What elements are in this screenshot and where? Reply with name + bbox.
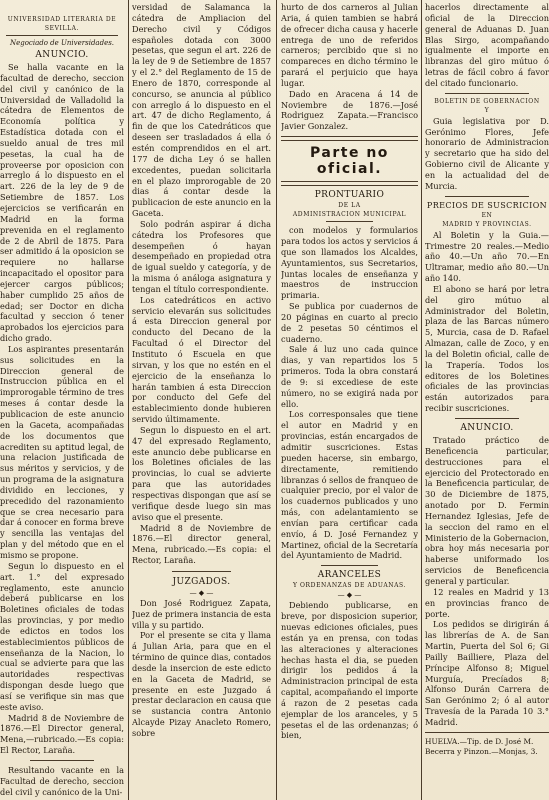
paragraph: Dado en Aracena á 14 de Noviembre de 1876.—José Rodriguez Zapata.—Francisco Javier Gonzalez. xyxy=(281,88,418,132)
prontuario-heading: PRONTUARIO xyxy=(314,190,385,201)
divider xyxy=(445,93,529,94)
precios-sub: MADRID Y PROVINCIAS. xyxy=(442,220,532,228)
parte-no-oficial-heading: Parte no oficial. xyxy=(310,145,389,178)
divider xyxy=(30,760,94,761)
printer-imprint: HUELVA.—Tip. de D. José M. Becerra y Pinzon.—Monjas, 3. xyxy=(425,736,538,756)
divider xyxy=(172,571,231,572)
paragraph: hacerlos directamente al oficial de la Direccion general de Aduanas D. Juan Blas Sirgo, acompañando igualmente el importe en libranzas del giro mútuo ó letras de fácil cobro á favor del citado funcionario. xyxy=(425,2,549,88)
column-1 xyxy=(0,0,124,800)
divider xyxy=(425,732,549,733)
boletin-heading: BOLETIN DE GOBERNACION xyxy=(434,97,540,105)
ornament: — ◆ — xyxy=(189,588,214,597)
paragraph: Se halla vacante en la facultad de derecho, seccion del civil y canónico de la Universidad de Valladolid la cátedra de Elementos de Economía política y Estadística dotada con el sueldo anual de tres mil pesetas, la cual ha de proveerse por oposicion con arreglo á lo dispuesto en el art. 226 de la ley de 9 de Setiembre de 1857. Los ejercicios se verificarán en Madrid en la forma prevenida en el reglamento de 2 de Abril de 1875. Para ser admitido á la oposicion se requiere no hallarse incapacitado el opositor para ejercer cargos públicos; haber cumplido 25 años de edad; ser Doctor en dicha facultad y seccion ó tener aprobados los ejercicios para dicho grado. xyxy=(0,62,124,344)
aranceles-sub: Y ORDENANZAS DE ADUANAS. xyxy=(292,582,407,590)
negociado-label: Negociado de Universidades. xyxy=(9,39,115,47)
divider xyxy=(326,221,373,222)
university-header: UNIVERSIDAD LITERARIA DE xyxy=(7,16,117,23)
column-rule xyxy=(276,0,277,800)
anuncio-heading: ANUNCIO. xyxy=(460,423,514,433)
paragraph: Segun lo dispuesto en el art. 1.° del expresado reglamento, este anuncio deberá publicarse en los Boletines oficiales de todas las provincias, y por medio de edictos en todos los establecimientos públicos de enseñanza de la Nacion, lo cual se advierte para que las autoridades respectivas dispongan desde luego que así se verifique sin mas que este aviso. xyxy=(0,560,124,712)
column-rule xyxy=(421,0,422,800)
paragraph: Los pedidos se dirigirán á las librerías de A. de San Martin, Puerta del Sol 6; Gi Pailly Bailliere, Plaza del Príncipe Alfonso 8; Miguel Murguía, Precíados 8; Alfonso Durán Carrera de San Gerónimo 2; ó al autor Travesía de la Parada 10 3.° Madrid. xyxy=(425,619,549,727)
paragraph: Sale á luz uno cada quince dias, y van repartidos los 5 primeros. Toda la obra constará de 9: si excediese de este número, no se exigirá nada por ello. xyxy=(281,344,418,409)
double-rule xyxy=(281,181,418,186)
boletin-y: Y xyxy=(484,106,490,114)
paragraph: con modelos y formularios para todos los actos y servicios á que son llamados los Alcaldes, Ayuntamientos, sus Secretarios, Juntas locales de enseñanza y maestros de instruccion primaria. xyxy=(281,225,418,301)
paragraph: Madrid 8 de Noviembre de 1876.—El director general, Mena, rubricado.—Es copia: el Rector, Laraña. xyxy=(132,522,271,566)
divider xyxy=(321,565,378,566)
paragraph: versidad de Salamanca la cátedra de Ampliacion del Derecho civil y Códigos españoles dotada con 3000 pesetas, que segun el art. 226 de la ley de 9 de Setiembre de 1857 y el 2.° del Reglamento de 15 de Enero de 1870, corresponde al concurso, se anuncia al público con arreglo á lo dispuesto en el art. 47 de dicho Reglamento, á fin de que los Catedráticos que deseen ser trasladados á ella ó estén comprendidos en el art. 177 de dicha Ley ó se hallen excedentes, puedan solicitarla en el plazo improrogable de 20 dias á contar desde la publicacion de este anuncio en la Gaceta. xyxy=(132,2,271,219)
column-rule xyxy=(128,0,129,800)
precios-heading: PRECIOS DE SUSCRICION xyxy=(426,200,548,210)
prontuario-sub: DE LA xyxy=(338,202,361,210)
paragraph: Al Boletin y la Guia.—Trimestre 20 reales.—Medio año 40.—Un año 70.—En Ultramar, medio año 80.—Un año 140. xyxy=(425,229,549,284)
column-2 xyxy=(132,0,271,800)
divider xyxy=(6,35,118,36)
paragraph: Don José Rodriguez Zapata, Juez de primera instancia de esta villa y su partido. xyxy=(132,597,271,630)
paragraph: El abono se hará por letra del giro mútuo al Administrador del Boletin, plaza de las Barcas número 5, Murcia, casa de D. Rafael Almazan, calle de Zoco, y en la del Boletin oficial, calle de la Trapería. Todos los editores de los Boletines oficiales de las provincias están autorizados para recibir suscriciones. xyxy=(425,283,549,414)
anuncio-heading: ANUNCIO. xyxy=(35,50,89,60)
column-3 xyxy=(281,0,418,800)
paragraph: 12 reales en Madrid y 13 en provincias franco de porte. xyxy=(425,586,549,619)
university-city: SEVILLA. xyxy=(44,25,80,32)
precios-en: EN xyxy=(481,211,493,219)
divider xyxy=(445,196,529,197)
paragraph: Segun lo dispuesto en el art. 47 del expresado Reglamento, este anuncio debe publicarse en los Boletines oficiales de las provincias, lo cual se advierte para que las autoridades respectivas dispongan que así se verifique desde luego sin mas aviso que el presente. xyxy=(132,424,271,522)
paragraph: Debiendo publicarse, en breve, por disposicion superior, nuevas ediciones oficiales, pues están ya en prensa, con todas las alteraciones y alteraciones hechas hasta el dia, se pueden dirigir los pedidos á la Administracion principal de esta capital, acompañando el importe á razon de 2 pesetas cada ejemplar de los aranceles, y 5 pesetas el de las ordenanzas; ó bien, xyxy=(281,600,418,741)
paragraph: Tratado práctico de Beneficencia particular, destrucciones para el ejercicio del Protectorado en la Beneficencia particular, de 30 de Diciembre de 1875, anotado por D. Fermin Hernandez Iglesias, Jefe de la seccion del ramo en el Ministerio de la Gobernacion, obra hoy más necesaria por haberse uniformado los servicios de Beneficencia general y particular. xyxy=(425,435,549,586)
paragraph: Los aspirantes presentarán sus solicitudes en la Direccion general de Instruccion pública en el improrogable término de tres meses á contar desde la publicacion de este anuncio en la Gaceta, acompañadas de los documentos que acrediten su aptitud legal, de una relacion justificada de sus méritos y servicios, y de un programa de la asignatura dividido en lecciones, y precedido del razonamiento que se crea necesario para dar á conocer en forma breve y sencilla las ventajas del plan y del método que en el mismo se propone. xyxy=(0,343,124,560)
paragraph: Solo podrán aspirar á dicha cátedra los Profesores que desempeñen ó hayan desempeñado en propiedad otra de igual sueldo y categoría, y de la misma ó análoga asignatura y tengan el título correspondiente. xyxy=(132,218,271,294)
paragraph: Resultando vacante en la Facultad de derecho, seccion del civil y canónico de la Uni- xyxy=(0,765,124,797)
paragraph: Por el presente se cita y llama á Julian Aria, para que en el término de quince dias, contados desde la insercion de este edicto en la Gaceta de Madrid, se presente en este Juzgado á prestar declaracion en causa que se sustancia contra Antonio Alcayde Pizay Anacleto Romero, sobre xyxy=(132,630,271,738)
prontuario-sub: ADMINISTRACION MUNICIPAL xyxy=(292,211,407,219)
paragraph: Guia legislativa por D. Gerónimo Flores, Jefe honorario de Administracion y secretario que ha sido del Gobierno civil de Alicante y en la actualidad del de Murcia. xyxy=(425,115,549,191)
paragraph: Madrid 8 de Noviembre de 1876.—El Director general, Mena,—rubricado.—Es copia: El Rector, Laraña. xyxy=(0,712,124,756)
double-rule xyxy=(281,136,418,141)
column-4 xyxy=(425,0,549,800)
ornament: — ◆ — xyxy=(337,591,362,600)
aranceles-heading: ARANCELES xyxy=(317,570,382,581)
divider xyxy=(455,418,519,419)
paragraph: Los corresponsales que tiene el autor en Madrid y en provincias, están encargados de admitir suscriciones. Estas pueden hacerse, sin embargo, directamente, remitiendo libranzas ó sellos de franqueo de cualquier precio, por el valor de los cuadernos publicados y uno más, con adelantamiento se envían para certificar cada envío, á D. José Fernandez y Martinez, oficial de la Secretaría del Ayuntamiento de Madrid. xyxy=(281,409,418,561)
paragraph: Los catedráticos en activo servicio elevarán sus solicitudes á esta Direccion general por conducto del Decano de la Facultad ó el Director del Instituto ó Escuela en que sirvan, y los que no estén en el ejercicio de la enseñanza lo harán tambien á esta Direccion por conducto del Gefe del establecimiento donde hubieren servido últimamente. xyxy=(132,294,271,425)
paragraph: Se publica por cuadernos de 20 páginas en cuarto al precio de 2 pesetas 50 céntimos el cuaderno. xyxy=(281,301,418,344)
paragraph: hurto de dos carneros al Julian Aria, á quien tambien se habrá de ofrecer dicha causa y hacerle entrega de uno de referidos carneros; percibido que si no compareces en dicho término le parará el perjuicio que haya lugar. xyxy=(281,2,418,88)
juzgados-heading: JUZGADOS. xyxy=(172,576,231,587)
